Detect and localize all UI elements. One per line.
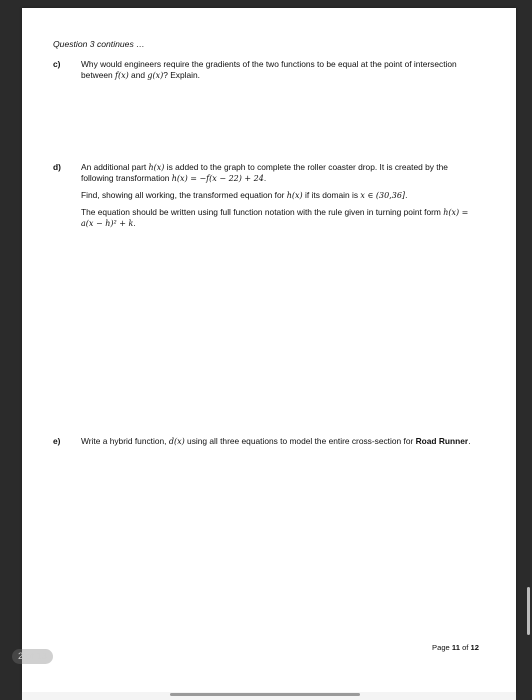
question-text: An additional part h(x) is added to the graph to complete the roller coaster drop. It is created by the following transformation h(x) = −f(x − 22) + 24. Find, showing all working, the transformed equation for h(x) if its domain is x ∈ (30,36]. The equation should be written using full function notation with the rule given in turning point form h(x) = a(x − h)² + k.: [81, 162, 469, 228]
question-letter: e): [53, 436, 61, 446]
question-d: [53, 162, 473, 235]
question-e: [53, 436, 473, 453]
question-letter: c): [53, 59, 61, 69]
vertical-scrollbar[interactable]: [527, 587, 530, 635]
question-text: Write a hybrid function, d(x) using all three equations to model the entire cross-section for Road Runner.: [81, 436, 471, 446]
question-letter: d): [53, 162, 61, 172]
page-indicator: 2 of 13: [12, 649, 53, 664]
page-header: Question 3 continues …: [53, 39, 145, 49]
horizontal-scrollbar[interactable]: [170, 693, 360, 696]
question-text: Why would engineers require the gradients of the two functions to be equal at the point of intersection between f(x) and g(x)? Explain.: [81, 59, 457, 80]
document-page: [22, 8, 516, 692]
page-footer: Page 11 of 12: [432, 643, 479, 652]
question-c: [53, 59, 473, 87]
